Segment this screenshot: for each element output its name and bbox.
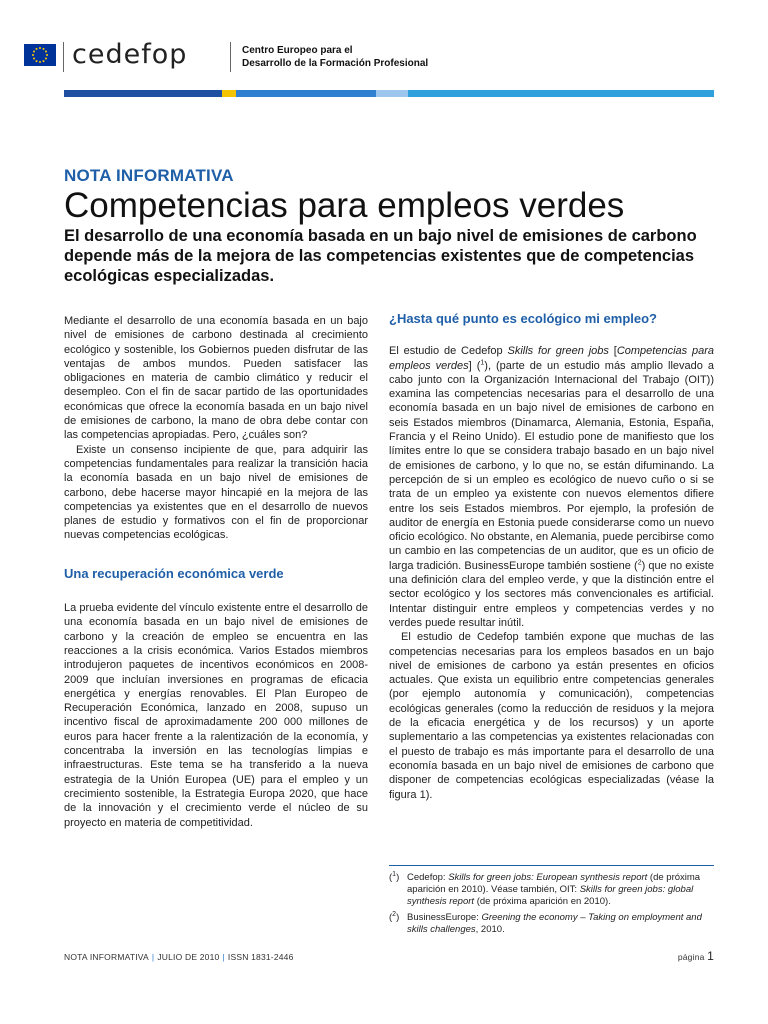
footnote-mark: ($^2$): [389, 910, 400, 923]
footnote-mark: ($^1$): [389, 870, 400, 883]
text-run: Cedefop:: [407, 872, 449, 883]
text-run: (de próxima aparición en 2010).: [474, 896, 611, 908]
text-run-italic: Skills for green jobs: [507, 345, 609, 358]
footer-separator: |: [151, 952, 155, 962]
band-segment: [236, 90, 376, 97]
right-column: [389, 312, 714, 802]
footer-date: JULIO DE 2010: [157, 952, 220, 962]
footer-issn: ISSN 1831-2446: [227, 952, 294, 962]
page-footer: [64, 949, 714, 963]
footnote-text: [407, 912, 714, 936]
band-segment: [222, 90, 236, 97]
text-run-italic: Competencias para empleos verdes: [389, 345, 714, 372]
footnote: [389, 912, 714, 936]
footnote-number: 2: [392, 910, 397, 918]
text-run: BusinessEurope:: [407, 911, 482, 923]
band-segment: [408, 90, 714, 97]
section-heading: Una recuperación económica verde: [64, 565, 284, 581]
page-subtitle: El desarrollo de una economía basada en un bajo nivel de emisiones de carbono depende más de la mejora de las competencias existentes que de competencias ecológicas especializadas.: [64, 227, 697, 285]
band-segment: [64, 90, 222, 97]
paragraph: El estudio de Cedefop también expone que muchas de las competencias necesarias para los empleos basados en un bajo nivel de emisiones de carbono ya están presentes en oficios actuales. Que exista un equilibrio entre competencias generales (por ejemplo autonomía y comunicación), competencias ecológicas generales (como la reducción de residuos y la mejora de la eficacia energética y de los recursos) y un aporte suplementario a las competencias ya existentes relacionadas con el puesto de trabajo es más importante para el desarrollo de una economía basada en un bajo nivel de emisiones de carbono que disponer de competencias ecológicas especializadas (véase la figura 1).: [389, 631, 714, 801]
text-run: ), (parte de un estudio más amplio llevado a cabo junto con la Organización Internacional del Trabajo (OIT)) examina las competencias necesarias para el desarrollo de una economía basada en un bajo nivel de emisiones de carbono en seis Estados miembros (Dinamarca, Alemania, Estonia, España, Francia y el Reino Unido). El estudio pone de manifiesto que los límites entre lo que se considera trabajo basado en un bajo nivel de emisiones de carbono, y lo que no, se están difuminando. La percepción de si un empleo es ecológico de nuevo cuño o si se trata de un empleo ya existente con nuevos elementos difiere entre los seis Estados miembros. Por ejemplo, la profesión de auditor de energía en Estonia puede considerarse como un nuevo oficio ecológico. No obstante, en Alemania, puede percibirse como un cambio en las competencias de un auditor, que es un oficio de larga tradición. BusinessEurope también sostiene (: [389, 359, 714, 572]
logo-divider: [63, 42, 64, 72]
header: [24, 39, 744, 74]
paragraph: [389, 344, 714, 630]
logo-divider: [230, 42, 231, 72]
document-type: NOTA INFORMATIVA: [64, 166, 234, 185]
footnote-number: 1: [392, 870, 397, 878]
text-run: [: [608, 345, 617, 358]
page-number: [678, 949, 714, 963]
text-run: ] (: [468, 359, 481, 372]
footnote-ref[interactable]: 2: [637, 559, 642, 567]
text-run: El estudio de Cedefop: [389, 345, 508, 358]
page-title: Competencias para empleos verdes: [64, 186, 625, 225]
footnote: [389, 872, 714, 909]
text-run-italic: Skills for green jobs: global synthesis report: [407, 884, 694, 908]
cedefop-logo: cedefop: [72, 39, 188, 70]
footer-doc-type: NOTA INFORMATIVA: [64, 952, 149, 962]
org-name-line: Desarrollo de la Formación Profesional: [242, 58, 429, 69]
footnote-ref[interactable]: 1: [480, 358, 485, 366]
organization-name: [242, 44, 428, 70]
page-number-value: 1: [707, 949, 714, 963]
section-heading: ¿Hasta qué punto es ecológico mi empleo?: [389, 311, 657, 326]
org-name-line: Centro Europeo para el: [242, 45, 353, 56]
text-run: ) que no existe una definición clara del empleo verde, y que la distinción entre el sector ecológico y los sectores más convencionales es artificial. Intentar distinguir entre empleos y competencias verdes y no verdes puede resultar inútil.: [389, 559, 715, 629]
footer-separator: |: [222, 952, 225, 962]
paragraph: Mediante el desarrollo de una economía basada en un bajo nivel de emisiones de carbono destinada al crecimiento ecológico y sostenible, los Gobiernos pueden disfrutar de las ventajas de ambos mundos. Pueden satisfacer las obligaciones en materia de cambio climático y reducir el desempleo. Con el fin de sacar partido de las oportunidades económicas que ofrece la economía basada en un bajo nivel de emisiones de carbono, la mano de obra debe contar con las competencias apropiadas. Pero, ¿cuáles son?: [64, 315, 368, 442]
text-run-italic: Skills for green jobs: European synthesis report: [448, 872, 648, 883]
footnote-divider: [389, 865, 714, 866]
paragraph: La prueba evidente del vínculo existente entre el desarrollo de una economía basada en un bajo nivel de emisiones de carbono y la creación de empleo se encuentra en las reacciones a la crisis económica. Varios Estados miembros introdujeron paquetes de incentivos económicos en 2008-2009 que incluían inversiones en programas de eficacia energética y energías renovables. El Plan Europeo de Recuperación Económica, lanzado en 2008, supuso un incentivo fiscal de aproximadamente 200 000 millones de euros para hacer frente a la ralentización de la economía, y concentraba la inversión en las tecnologías limpias e infraestructuras. Este tema se ha transferido a la nueva estrategia de la Unión Europea (UE) para el empleo y un crecimiento sostenible, la Estrategia Europa 2020, que hace de la innovación y el crecimiento verde el núcleo de su proyecto en materia de competitividad.: [64, 602, 368, 829]
page-label: página: [677, 952, 705, 962]
header-color-band: [64, 90, 714, 97]
band-segment: [376, 90, 408, 97]
eu-flag-icon: [24, 44, 56, 66]
text-run: (de próxima aparición en 2010). Véase también, OIT:: [407, 872, 701, 896]
text-run: , 2010.: [475, 923, 505, 935]
text-run-italic: Greening the economy – Taking on employment and skills challenges: [407, 911, 702, 935]
left-column: [64, 314, 368, 830]
footnotes: [389, 872, 714, 939]
footnote-text: [407, 872, 714, 909]
paragraph: Existe un consenso incipiente de que, para adquirir las competencias fundamentales para realizar la transición hacia la economía basada en un bajo nivel de emisiones de carbono, debe hacerse mayor hincapié en la mejora de las competencias ya existentes que en el desarrollo de nuevos planes de estudio y formativos con el fin de proporcionar nuevas competencias ecológicas.: [64, 443, 368, 542]
